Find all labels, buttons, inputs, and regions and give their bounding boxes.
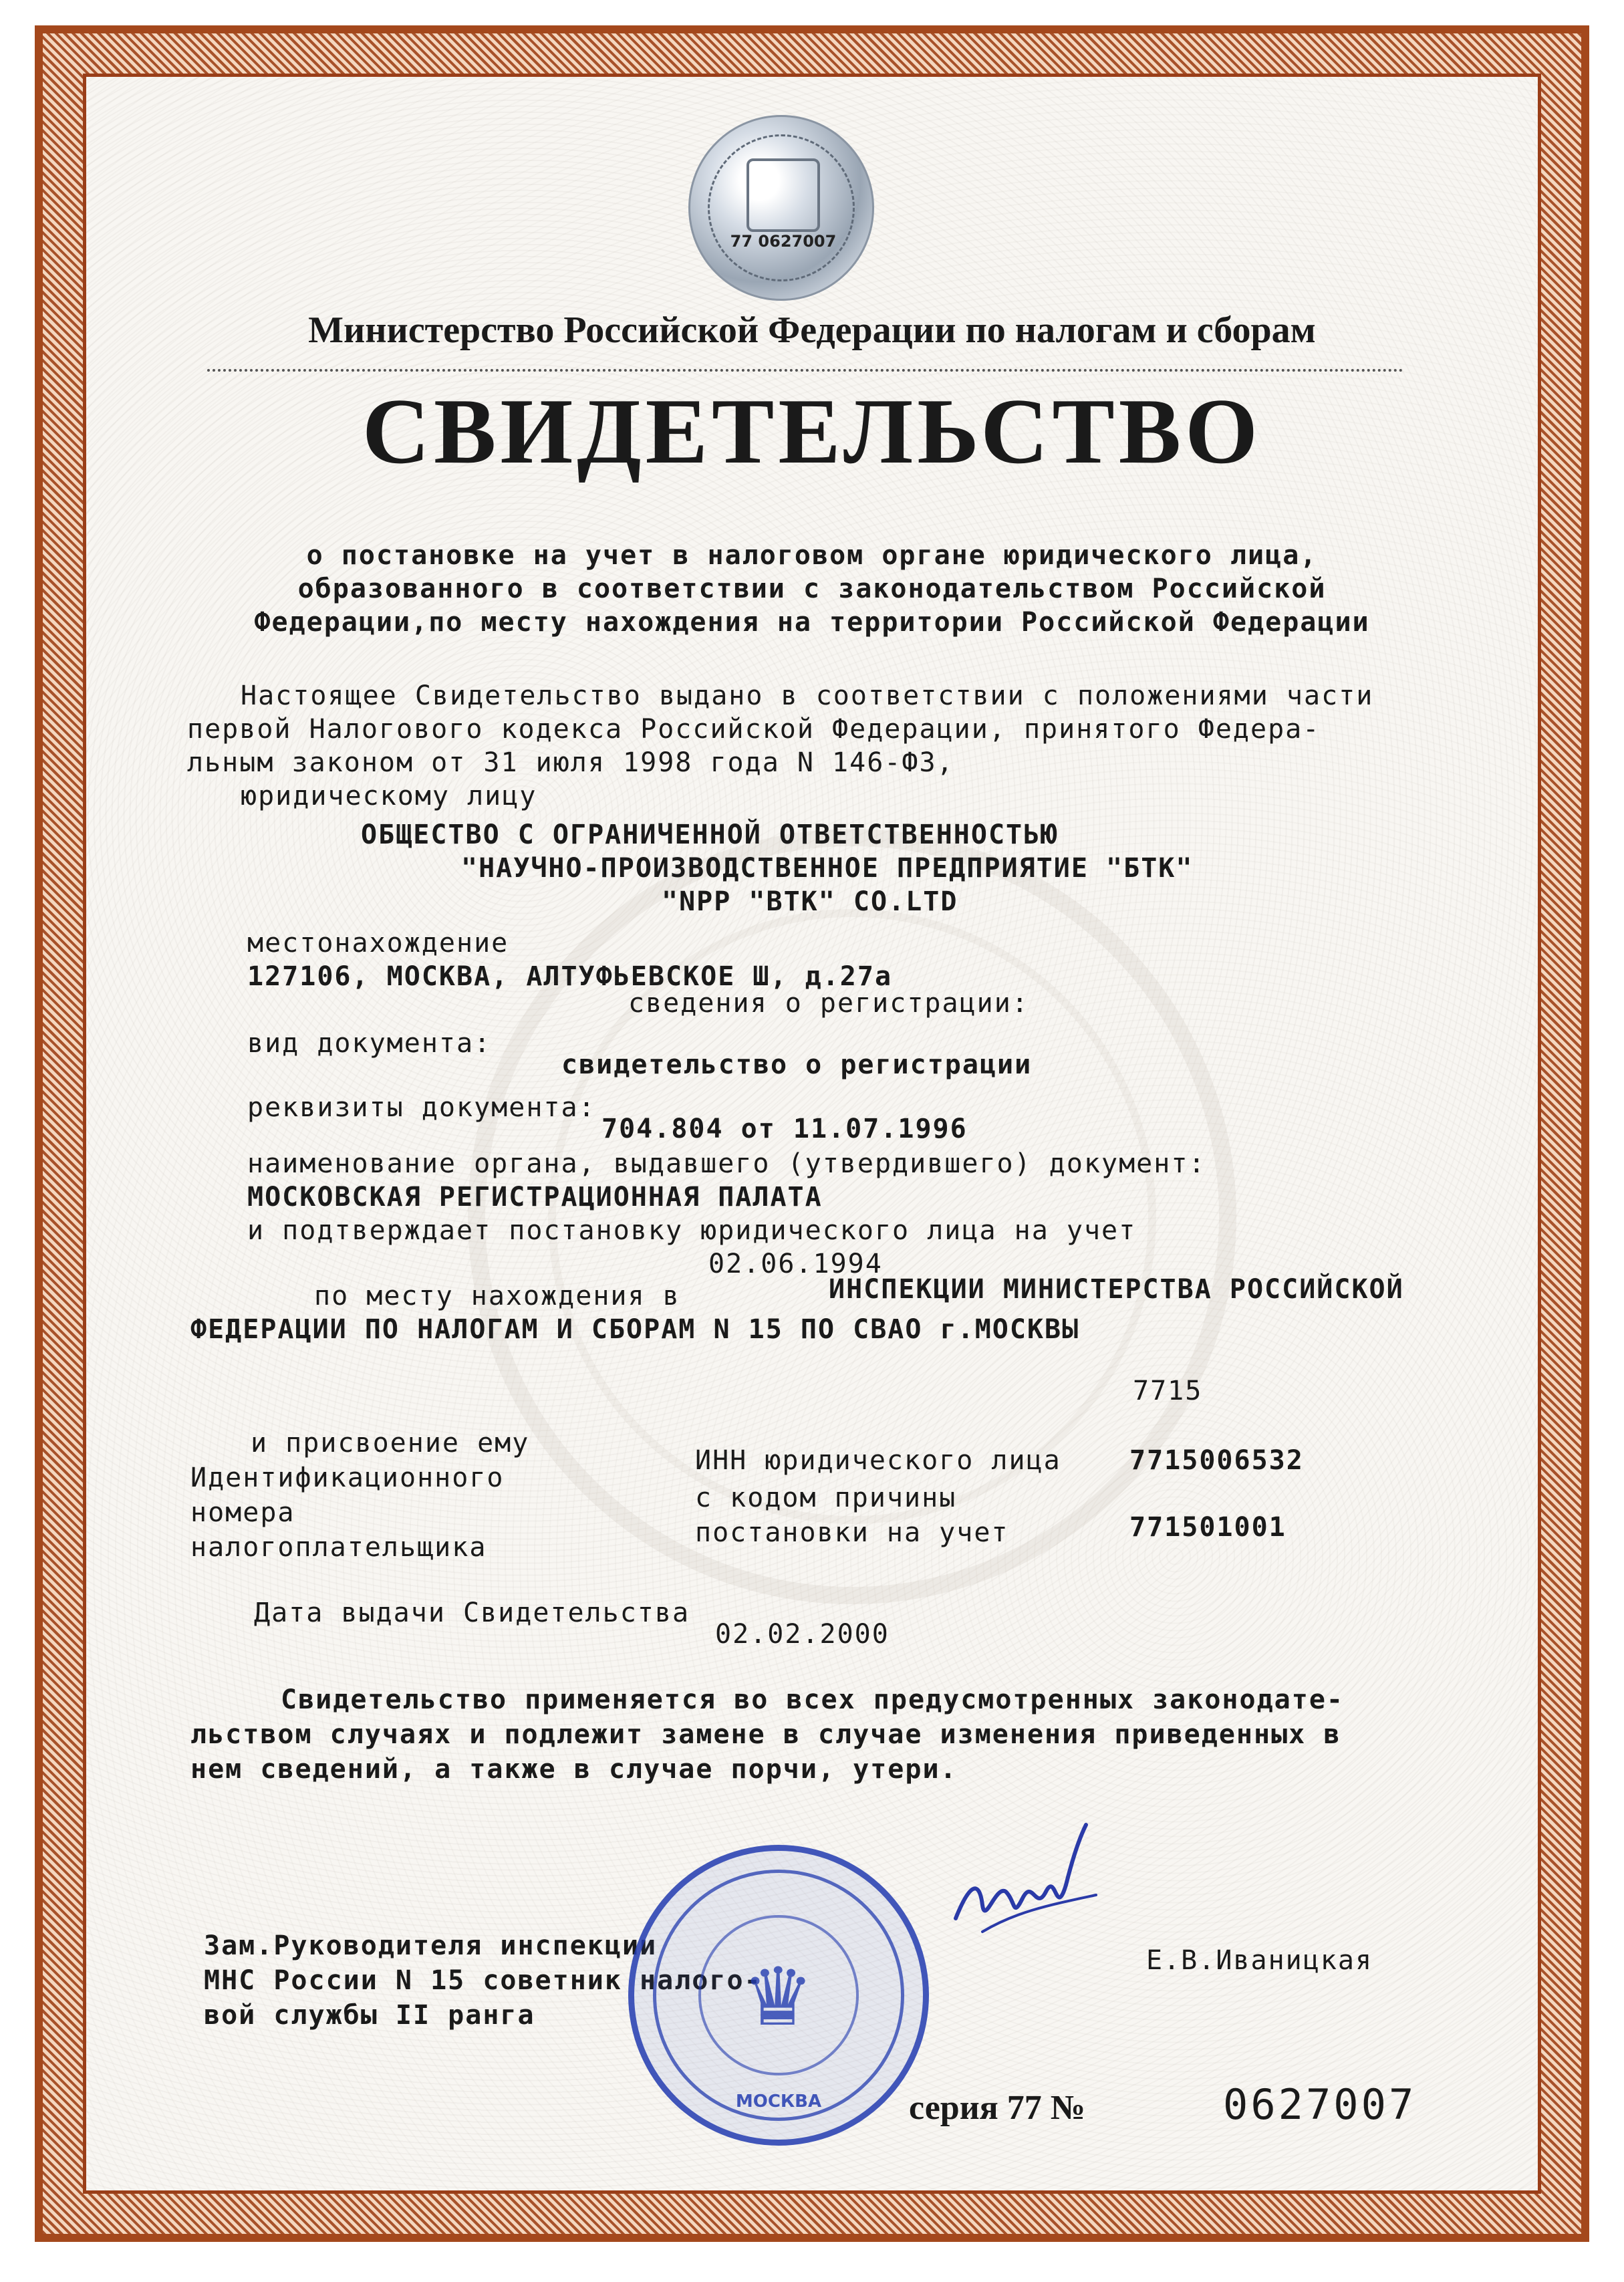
inspection-prefix: по месту нахождения в [314, 1281, 680, 1311]
authority-value: МОСКОВСКАЯ РЕГИСТРАЦИОННАЯ ПАЛАТА [247, 1182, 823, 1213]
doc-details-label: реквизиты документа: [247, 1092, 596, 1123]
signatory-position-line-2: МНС России N 15 советник налого- [204, 1965, 762, 1996]
signatory-position-line-1: Зам.Руководителя инспекции [204, 1930, 658, 1961]
confirm-text: и подтверждает постановку юридического лица на учет [247, 1215, 1137, 1246]
hologram-number: 77 0627007 [730, 232, 837, 251]
series-number: 0627007 [1223, 2080, 1417, 2129]
certificate-title: СВИДЕТЕЛЬСТВО [362, 380, 1262, 483]
registration-heading: сведения о регистрации: [628, 988, 1029, 1019]
inn-value: 7715006532 [1129, 1445, 1304, 1476]
authority-label: наименование органа, выдавшего (утвердившего) документ: [247, 1148, 1206, 1179]
location-value: 127106, МОСКВА, АЛТУФЬЕВСКОЕ Ш, д.27а [247, 961, 893, 992]
validity-line-2: льством случаях и подлежит замене в случае изменения приведенных в [190, 1719, 1341, 1750]
assign-line-4: налогоплательщика [190, 1532, 487, 1563]
inspection-code: 7715 [1133, 1376, 1203, 1406]
doc-type-label: вид документа: [247, 1028, 492, 1059]
signatory-position-line-3: вой службы II ранга [204, 2000, 535, 2031]
subtitle-line-3: Федерации,по месту нахождения на территории Российской Федерации [254, 607, 1370, 638]
validity-line-3: нем сведений, а также в случае порчи, утери. [190, 1754, 958, 1785]
confirm-date: 02.06.1994 [708, 1249, 883, 1279]
subtitle-line-2: образованного в соответствии с законодательством Российской [297, 574, 1327, 604]
assign-line-3: номера [190, 1497, 295, 1528]
company-name-line-1: ОБЩЕСТВО С ОГРАНИЧЕННОЙ ОТВЕТСТВЕННОСТЬЮ [361, 819, 1059, 850]
company-name-line-3: "NPP "BTK" CO.LTD [662, 886, 958, 917]
issue-date-value: 02.02.2000 [715, 1619, 890, 1650]
subtitle-line-1: о постановке на учет в налоговом органе юридического лица, [306, 540, 1318, 571]
double-headed-eagle-icon: ♛ [742, 1951, 814, 2044]
preamble-line-2: первой Налогового кодекса Российской Федерации, принятого Федера- [187, 714, 1321, 745]
issue-date-label: Дата выдачи Свидетельства [254, 1598, 690, 1628]
heading-divider [207, 369, 1403, 372]
preamble-line-4: юридическому лицу [241, 781, 537, 811]
ministry-heading: Министерство Российской Федерации по налогам и сборам [308, 309, 1316, 351]
inspection-name-line-2: ФЕДЕРАЦИИ ПО НАЛОГАМ И СБОРАМ N 15 ПО СВАО г.МОСКВЫ [190, 1314, 1080, 1345]
kpp-label-line-1: с кодом причины [695, 1483, 957, 1513]
stamp-city: МОСКВА [735, 2091, 822, 2112]
preamble-line-3: льным законом от 31 июля 1998 года N 146-ФЗ, [187, 747, 954, 778]
validity-line-1: Свидетельство применяется во всех предусмотренных законодате- [281, 1684, 1345, 1715]
inn-label: ИНН юридического лица [695, 1445, 1061, 1476]
signatory-name: Е.В.Иваницкая [1146, 1945, 1373, 1976]
inspection-name-line-1: ИНСПЕКЦИИ МИНИСТЕРСТВА РОССИЙСКОЙ [829, 1274, 1404, 1305]
assign-line-2: Идентификационного [190, 1463, 505, 1493]
hologram-seal [688, 115, 874, 301]
series-label: серия 77 № [909, 2089, 1086, 2127]
doc-type-value: свидетельство о регистрации [561, 1049, 1033, 1080]
kpp-value: 771501001 [1129, 1512, 1287, 1543]
doc-details-value: 704.804 от 11.07.1996 [601, 1114, 968, 1144]
location-label: местонахождение [247, 928, 509, 959]
preamble-line-1: Настоящее Свидетельство выдано в соответствии с положениями части [241, 680, 1374, 711]
kpp-label-line-2: постановки на учет [695, 1517, 1009, 1548]
assign-line-1: и присвоение ему [251, 1428, 530, 1459]
company-name-line-2: "НАУЧНО-ПРОИЗВОДСТВЕННОЕ ПРЕДПРИЯТИЕ "БТК" [461, 853, 1194, 884]
official-stamp [628, 1845, 929, 2146]
handwritten-signature [942, 1818, 1116, 1952]
